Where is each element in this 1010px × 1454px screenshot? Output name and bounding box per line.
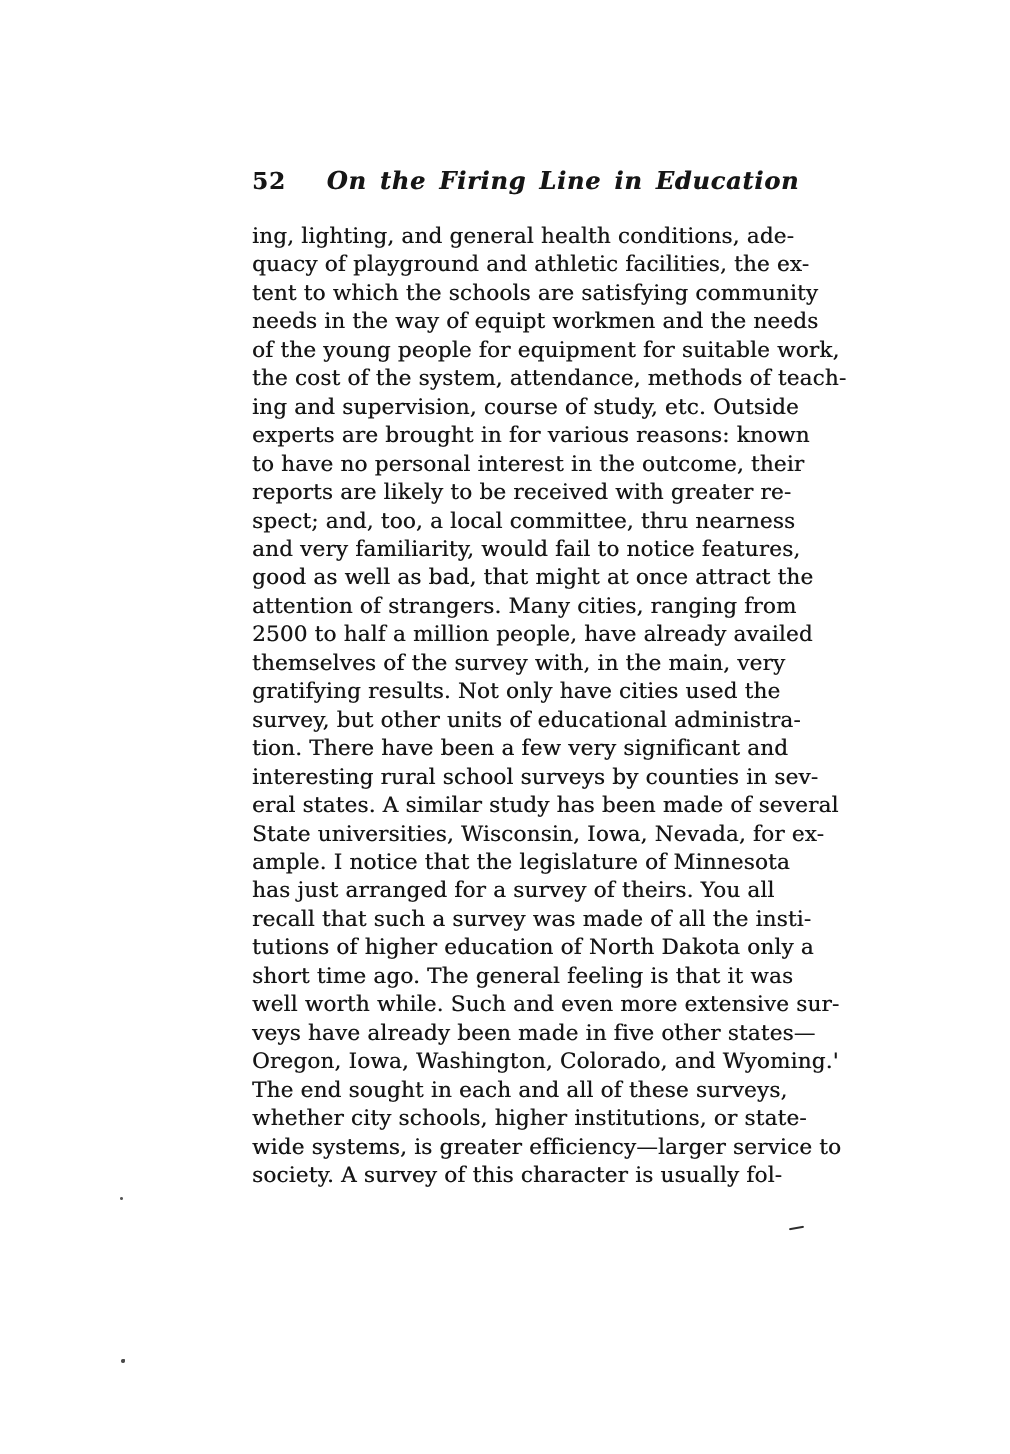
running-header — [252, 166, 874, 198]
scan-speck-dot — [120, 1197, 123, 1200]
text-line: tion. There have been a few very significant and — [252, 736, 789, 762]
text-line: State universities, Wisconsin, Iowa, Nevada, for ex- — [252, 821, 825, 847]
text-line: Oregon, Iowa, Washington, Colorado, and Wyoming.' — [252, 1049, 839, 1075]
scan-speck-dash — [789, 1226, 804, 1231]
text-line: whether city schools, higher institutions, or state- — [252, 1106, 807, 1132]
text-line: has just arranged for a survey of theirs. You all — [252, 878, 775, 904]
text-line: to have no personal interest in the outcome, their — [252, 451, 805, 477]
text-line: of the young people for equipment for suitable work, — [252, 337, 840, 363]
page-number: 52 — [252, 168, 287, 195]
text-line: attention of strangers. Many cities, ranging from — [252, 593, 797, 619]
text-line: eral states. A similar study has been made of several — [252, 793, 839, 819]
text-line: themselves of the survey with, in the main, very — [252, 650, 786, 676]
text-line: The end sought in each and all of these surveys, — [252, 1077, 788, 1103]
text-line: survey, but other units of educational administra- — [252, 707, 801, 733]
text-line: tent to which the schools are satisfying community — [252, 280, 819, 306]
text-line: interesting rural school surveys by counties in sev- — [252, 764, 819, 790]
text-line: ing, lighting, and general health conditions, ade- — [252, 224, 795, 249]
scan-speck-dot — [121, 1359, 125, 1363]
text-line: ing and supervision, course of study, etc. Outside — [252, 394, 799, 420]
text-line: society. A survey of this character is usually fol- — [252, 1162, 783, 1188]
text-line: quacy of playground and athletic facilities, the ex- — [252, 252, 810, 278]
text-line: experts are brought in for various reasons: known — [252, 423, 810, 449]
page-title: On the Firing Line in Education — [326, 166, 800, 195]
text-line: short time ago. The general feeling is that it was — [252, 963, 794, 989]
text-line: reports are likely to be received with greater re- — [252, 480, 792, 506]
text-line: veys have already been made in five other states— — [252, 1020, 816, 1046]
body-text-block — [252, 223, 874, 1190]
text-line: gratifying results. Not only have cities used the — [252, 679, 781, 705]
text-line: spect; and, too, a local committee, thru nearness — [252, 508, 796, 534]
text-line: well worth while. Such and even more extensive sur- — [252, 992, 840, 1018]
text-line: and very familiarity, would fail to notice features, — [252, 536, 801, 562]
text-line: 2500 to half a million people, have already availed — [252, 622, 813, 648]
text-line: needs in the way of equipt workmen and the needs — [252, 309, 819, 335]
text-line: wide systems, is greater efficiency—larger service to — [252, 1134, 842, 1160]
text-line: recall that such a survey was made of all the insti- — [252, 906, 812, 932]
text-line: tutions of higher education of North Dakota only a — [252, 935, 814, 961]
text-line: ample. I notice that the legislature of Minnesota — [252, 849, 790, 875]
text-line: good as well as bad, that might at once attract the — [252, 565, 814, 591]
text-line: the cost of the system, attendance, methods of teach- — [252, 366, 847, 392]
